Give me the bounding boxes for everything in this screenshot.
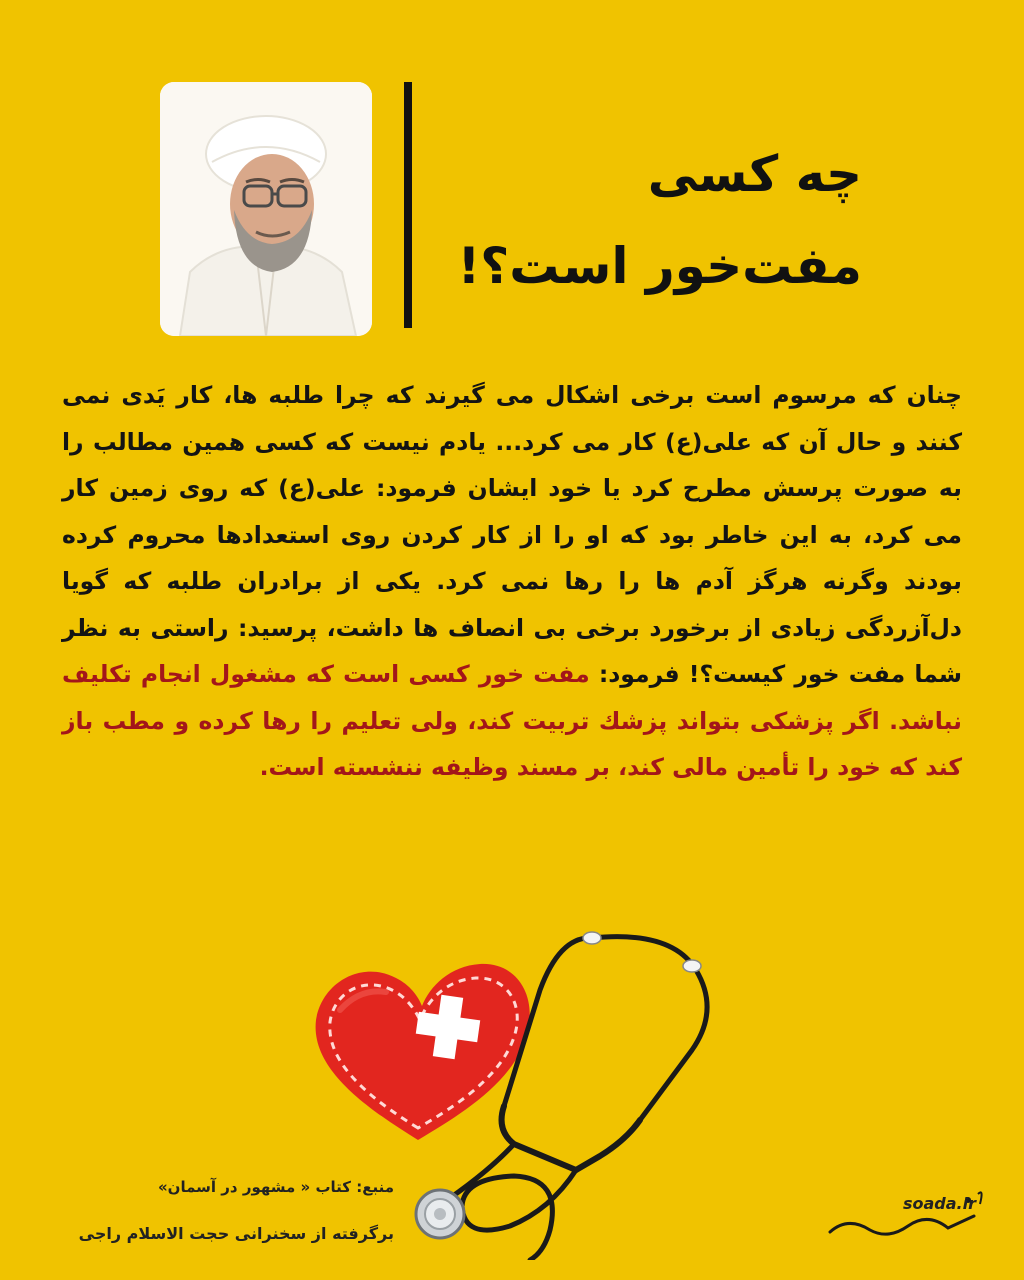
body-text: چنان که مرسوم است برخی اشکال می گیرند که چرا طلبه ها، کار یَدی نمی کنند و حال آن که علی(ع) کار می کرد... یادم نیست که کسی همین مطالب را به صورت پرسش مطرح کرد یا خود ایشان فرمود: علی(ع) که روی زمین کار می کرد، به این خاطر بود که او را از کار کردن روی استعدادها محروم کرده بودند وگرنه هرگز آدم ها را رها نمی کرد. یکی از برادران طلبه که گویا دل‌آزردگی زیادی از برخورد برخی بی انصاف ها داشت، پرسید: راستی به نظر شما مفت خور کیست؟! فرمود:	[62, 381, 963, 688]
portrait-photo	[160, 82, 372, 336]
title-divider	[404, 82, 412, 328]
stethoscope-chestpiece-icon	[416, 1190, 464, 1238]
title-line-1: چه کسی	[647, 145, 862, 203]
heart-stethoscope-art	[300, 930, 730, 1260]
body-paragraph	[62, 372, 962, 791]
plush-heart-with-cross-icon	[316, 964, 530, 1140]
body-highlight-text: مفت خور کسی است که مشغول انجام تکلیف نباشد. اگر پزشکی بتواند پزشك تربیت کند، ولی تعلیم را رها کرده و مطب باز کند که خود را تأمین مالی کند، بر مسند وظیفه ننشسته است.	[62, 660, 962, 781]
page-title	[442, 128, 862, 312]
title-line-2: مفت‌خور است؟!	[457, 237, 862, 295]
speaker-credit: برگرفته از سخنرانی حجت الاسلام راجی	[78, 1224, 394, 1243]
portrait-illustration	[160, 82, 372, 336]
logo-url[interactable]: soada.ir	[902, 1194, 976, 1213]
source-note: منبع: کتاب « مشهور در آسمان»	[157, 1178, 394, 1196]
